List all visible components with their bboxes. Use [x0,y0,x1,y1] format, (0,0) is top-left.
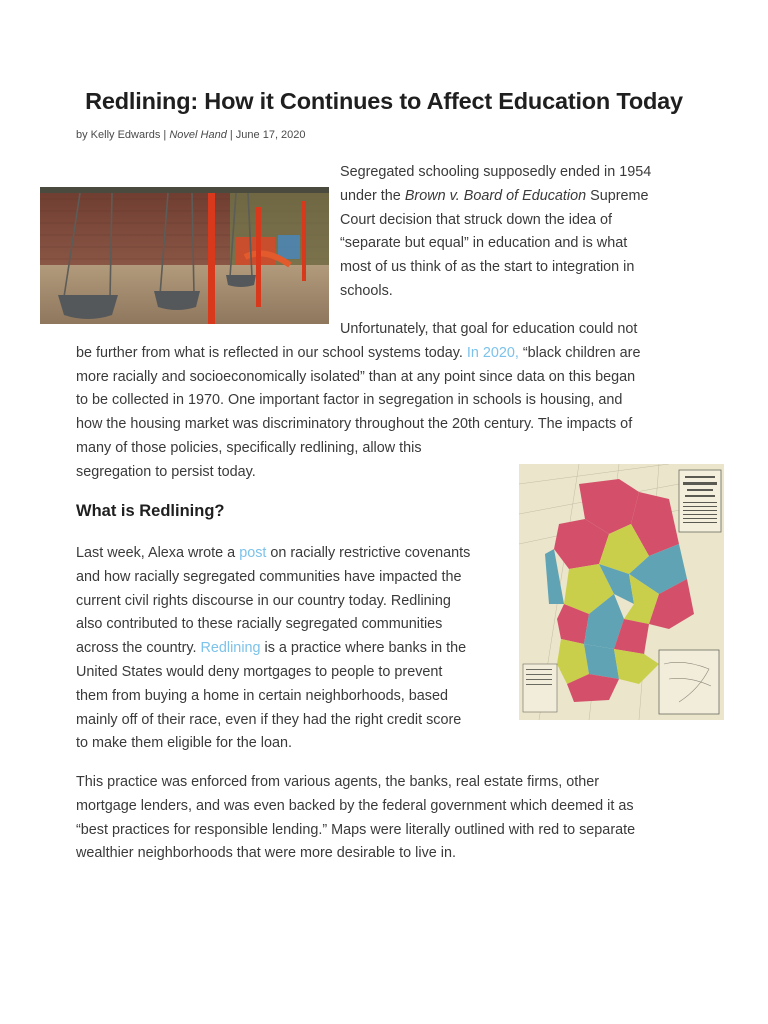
text-line: them from buying a home in certain neighborhoods, based [76,687,448,704]
text-line: “separate but equal” in education and is what [340,235,628,252]
text-line: to make them eligible for the loan. [76,735,292,752]
byline-author[interactable]: by Kelly Edwards | [76,129,170,141]
text-line: more racially and socioeconomically isolated” than at any point since data on this began [76,368,636,385]
text-line: Segregated schooling supposedly ended in 1954 [340,164,652,180]
text-line: This practice was enforced from various agents, the banks, real estate firms, other [76,774,600,790]
redlining-map-image [519,464,724,720]
section-heading-what-is-redlining: What is Redlining? [76,502,225,520]
text-line: to be collected in 1970. One important factor in segregation in schools is housing, and [76,392,623,409]
text-line: wealthier neighborhoods that were more desirable to live in. [76,845,456,862]
byline-publication[interactable]: Novel Hand [169,129,227,141]
text-line: under the Brown v. Board of Education Supreme [340,187,649,204]
paragraph-intro [340,161,651,304]
paragraph-enforcement [76,771,635,866]
text-line: mainly off of their race, even if they had the right credit score [76,711,462,728]
text-line: be further from what is reflected in our school systems today. In 2020, “black children are [76,344,641,361]
text-line: “best practices for responsible lending.” Maps were literally outlined with red to separate [76,821,636,838]
text-line: across the country. Redlining is a practice where banks in the [76,640,467,657]
byline-date: | June 17, 2020 [226,129,306,141]
text-line: most of us think of as the start to integration in [340,259,635,276]
text-line: also contributed to these racially segregated communities [76,616,443,633]
text-line: schools. [340,282,393,299]
post-link[interactable]: post [239,545,267,561]
text-line: United States would deny mortgages to people to prevent [76,663,443,680]
paragraph-unfortunately [76,318,640,485]
text-line: segregation to persist today. [76,463,256,480]
redlining-link[interactable]: Redlining [200,640,261,657]
in-2020-link[interactable]: In 2020, [466,344,519,361]
text-line: many of those policies, specifically redlining, allow this [76,439,422,456]
playground-swings-image [40,187,329,324]
article-title: Redlining: How it Continues to Affect Education Today [85,88,683,114]
byline [76,129,306,141]
text-line: current civil rights discourse in our country today. Redlining [76,592,451,609]
text-line: Court decision that struck down the idea of [340,211,612,228]
text-line: Unfortunately, that goal for education could not [340,321,638,337]
text-line: mortgage lenders, and was even backed by the federal government which deemed it as [76,797,634,814]
text-line: and how racially segregated communities have impacted the [76,568,462,585]
text-line: how the housing market was discriminatory throughout the 20th century. The impacts of [76,416,633,433]
text-line: Last week, Alexa wrote a post on racially restrictive covenants [76,545,471,561]
paragraph-redlining-definition [76,542,470,756]
case-title: Brown v. Board of Education [404,187,587,204]
